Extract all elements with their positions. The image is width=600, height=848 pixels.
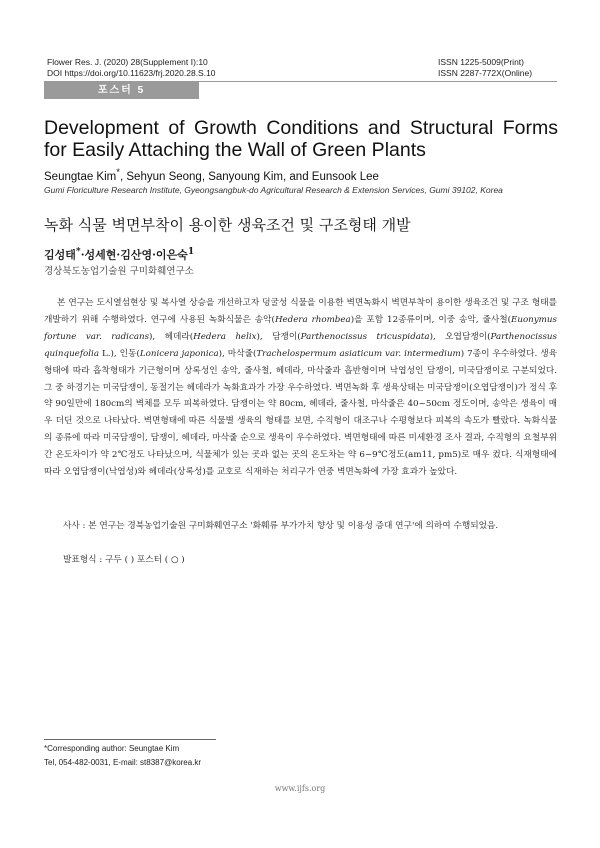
korean-title: 녹화 식물 벽면부착이 용이한 생육조건 및 구조형태 개발 (44, 216, 411, 234)
poster-badge: 포스터 5 (44, 82, 199, 99)
abstract-text: 본 연구는 도시열섬현상 및 복사열 상승을 개선하고자 덩굴성 식물을 이용한 벽면녹화시 벽면부착이 용이한 생육조건 및 구조 형태를 개발하기 위해 수행하였다. 연구에 사용된 녹화식물은 송악( (44, 298, 557, 325)
abstract-text: ), 헤데라( (149, 331, 194, 342)
species-name: Parthenocissus quinquefolia (44, 331, 557, 359)
korean-affiliation: 경상북도농업기술원 구미화훼연구소 (44, 266, 194, 277)
author-first: Seungtae Kim (44, 170, 117, 183)
issn-header (438, 57, 532, 79)
species-name: Hedera rhombea (274, 314, 351, 325)
korean-authors (44, 246, 194, 263)
species-name: Euonymus fortune var. radicans (44, 314, 557, 342)
author-first-ko: 김성태 (44, 248, 76, 262)
abstract-text: ) 7종이 우수하였다. 생육형태에 따라 흡착형태가 기근형이며 상록성인 송악, 줄사철, 헤데라, 마삭줄과 흡반형이며 낙엽성인 담쟁이, 미국담쟁이로 구분되었다. 그 중 하경기는 미국담쟁이, 동절기는 헤데라가 녹화효과가 가장 우수하였다. 벽면녹화 후 생육상태는 미국담쟁이(오엽담쟁이)가 정식 후 약 90일만에 180cm의 벽체를 모두 피복하였다. 담쟁이는 약 80cm, 헤데라, 줄사철, 마삭줄은 40~50cm 정도이며, 송악은 생육이 매우 더딘 것으로 나타났다. 벽면형태에 따른 식물별 생육의 형태를 보면, 수직형이 대조구나 수평형보다 피복의 속도가 빨랐다. 녹화식물의 종류에 따라 미국담쟁이, 담쟁이, 헤데라, 마삭줄 순으로 생육이 우수하였다. 벽면형태에 따른 미세환경 조사 결과, 수직형의 요철부위간 온도차이가 약 2℃정도 나타났으며, 식물체가 있는 곳과 없는 곳의 온도차는 약 6~9℃정도(am11, pm5)로 매우 컸다. 식재형태에 따라 오엽담쟁이(낙엽성)와 헤데라(상록성)를 교호로 식재하는 처리구가 연중 벽면녹화에 가장 효과가 높았다. (44, 348, 557, 478)
abstract-body (44, 295, 557, 481)
corresponding-author: *Corresponding author: Seungtae Kim (44, 744, 180, 753)
doi-text: DOI https://doi.org/10.11623/frj.2020.28.S.10 (47, 68, 216, 78)
journal-header (47, 57, 216, 79)
contact-info: Tel, 054-482-0031, E-mail: st8387@korea.kr (44, 758, 202, 767)
presentation-format: 발표형식 : 구두 ( ) 포스터 ( ○ ) (63, 555, 185, 565)
english-affiliation: Gumi Floriculture Research Institute, Gyeongsangbuk-do Agricultural Research & Extension Services, Gumi 39102, Korea (44, 185, 503, 195)
species-name: Trachelospermum asiaticum var. intermedium (256, 348, 461, 359)
author-rest-ko: ·성세현·김산영·이은숙 (80, 248, 188, 262)
journal-citation: Flower Res. J. (2020) 28(Supplement Ⅰ):10 (47, 57, 208, 67)
corresponding-mark-ko: * (75, 246, 81, 257)
issn-print: ISSN 1225-5009(Print) (438, 57, 524, 67)
abstract-text: )을 포함 12종류이며, 이중 송악, 줄사철( (350, 314, 512, 325)
english-authors (44, 167, 379, 183)
abstract-text: ), 마삭줄( (218, 348, 257, 359)
acknowledgement: 사사 : 본 연구는 경북농업기술원 구미화훼연구소 '화훼류 부가가치 향상 및 이용성 증대 연구'에 의하여 수행되었음. (63, 521, 499, 531)
footer-url: www.ijfs.org (274, 784, 326, 793)
abstract-text: ), 오엽담쟁이( (429, 331, 491, 342)
species-name: Lonicera japonica (139, 348, 219, 359)
english-title: Development of Growth Conditions and Structural Forms for Easily Attaching the Wall of Green Plants (44, 117, 558, 161)
species-name: Hedera helix (193, 331, 257, 342)
species-name: Parthenocissus tricuspidata (300, 331, 430, 342)
corresponding-mark: * (116, 167, 120, 178)
author-rest: , Sehyun Seong, Sanyoung Kim, and Eunsook Lee (119, 170, 379, 183)
footnote-divider (44, 739, 216, 740)
affiliation-mark-ko: 1 (187, 246, 195, 257)
abstract-text: ), 담쟁이( (256, 331, 301, 342)
abstract-text: L.), 인동( (99, 348, 140, 359)
issn-online: ISSN 2287-772X(Online) (438, 68, 533, 78)
